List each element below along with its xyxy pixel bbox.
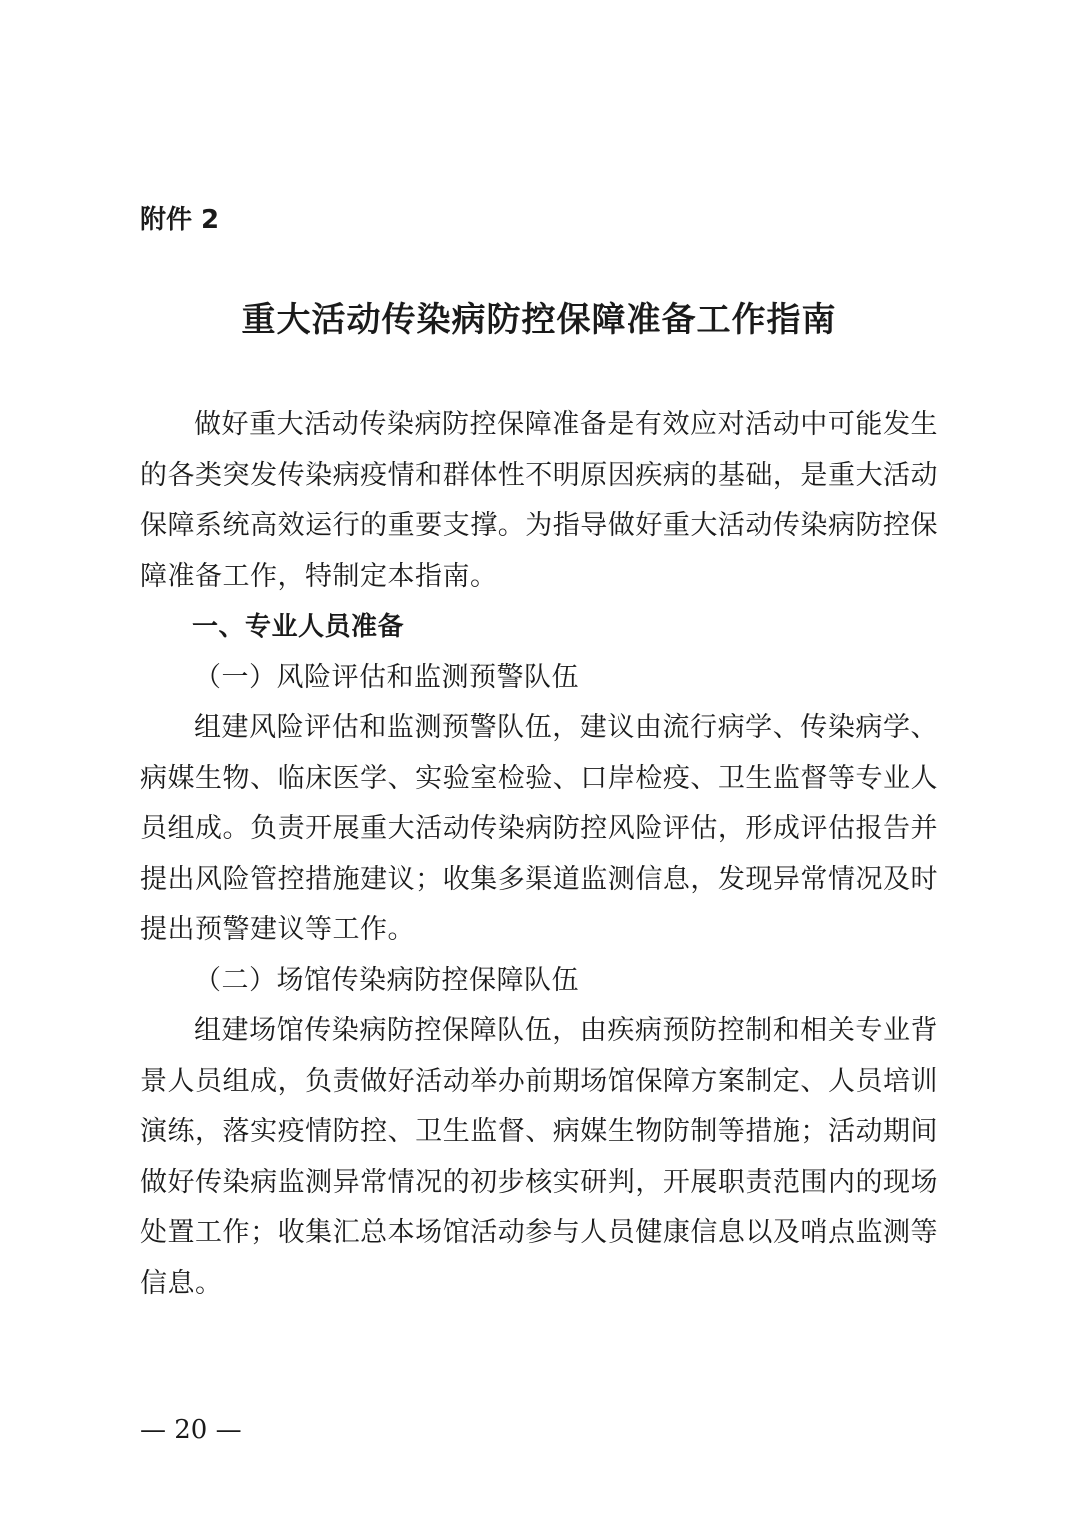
subsection-heading-2: （二）场馆传染病防控保障队伍 xyxy=(194,964,579,996)
page-number: — 20 — xyxy=(140,1415,242,1445)
section-heading-1: 一、专业人员准备 xyxy=(192,612,405,642)
subsection-paragraph-1: 组建风险评估和监测预警队伍，建议由流行病学、传染病学、病媒生物、临床医学、实验室检验、口岸检疫、卫生监督等专业人员组成。负责开展重大活动传染病防控风险评估，形成评估报告并提出风险管控措施建议；收集多渠道监测信息，发现异常情况及时提出预警建议等工作。 xyxy=(140,712,938,945)
attachment-label: 附件 2 xyxy=(140,205,220,235)
subsection-heading-1: （一）风险评估和监测预警队伍 xyxy=(194,661,579,693)
document-title: 重大活动传染病防控保障准备工作指南 xyxy=(241,300,837,340)
subsection-paragraph-2: 组建场馆传染病防控保障队伍，由疾病预防控制和相关专业背景人员组成，负责做好活动举办前期场馆保障方案制定、人员培训演练，落实疫情防控、卫生监督、病媒生物防制等措施；活动期间做好传染病监测异常情况的初步核实研判，开展职责范围内的现场处置工作；收集汇总本场馆活动参与人员健康信息以及哨点监测等信息。 xyxy=(140,1015,938,1299)
intro-paragraph: 做好重大活动传染病防控保障准备是有效应对活动中可能发生的各类突发传染病疫情和群体性不明原因疾病的基础，是重大活动保障系统高效运行的重要支撑。为指导做好重大活动传染病防控保障准备工作，特制定本指南。 xyxy=(140,409,938,592)
document-body xyxy=(140,400,938,1309)
